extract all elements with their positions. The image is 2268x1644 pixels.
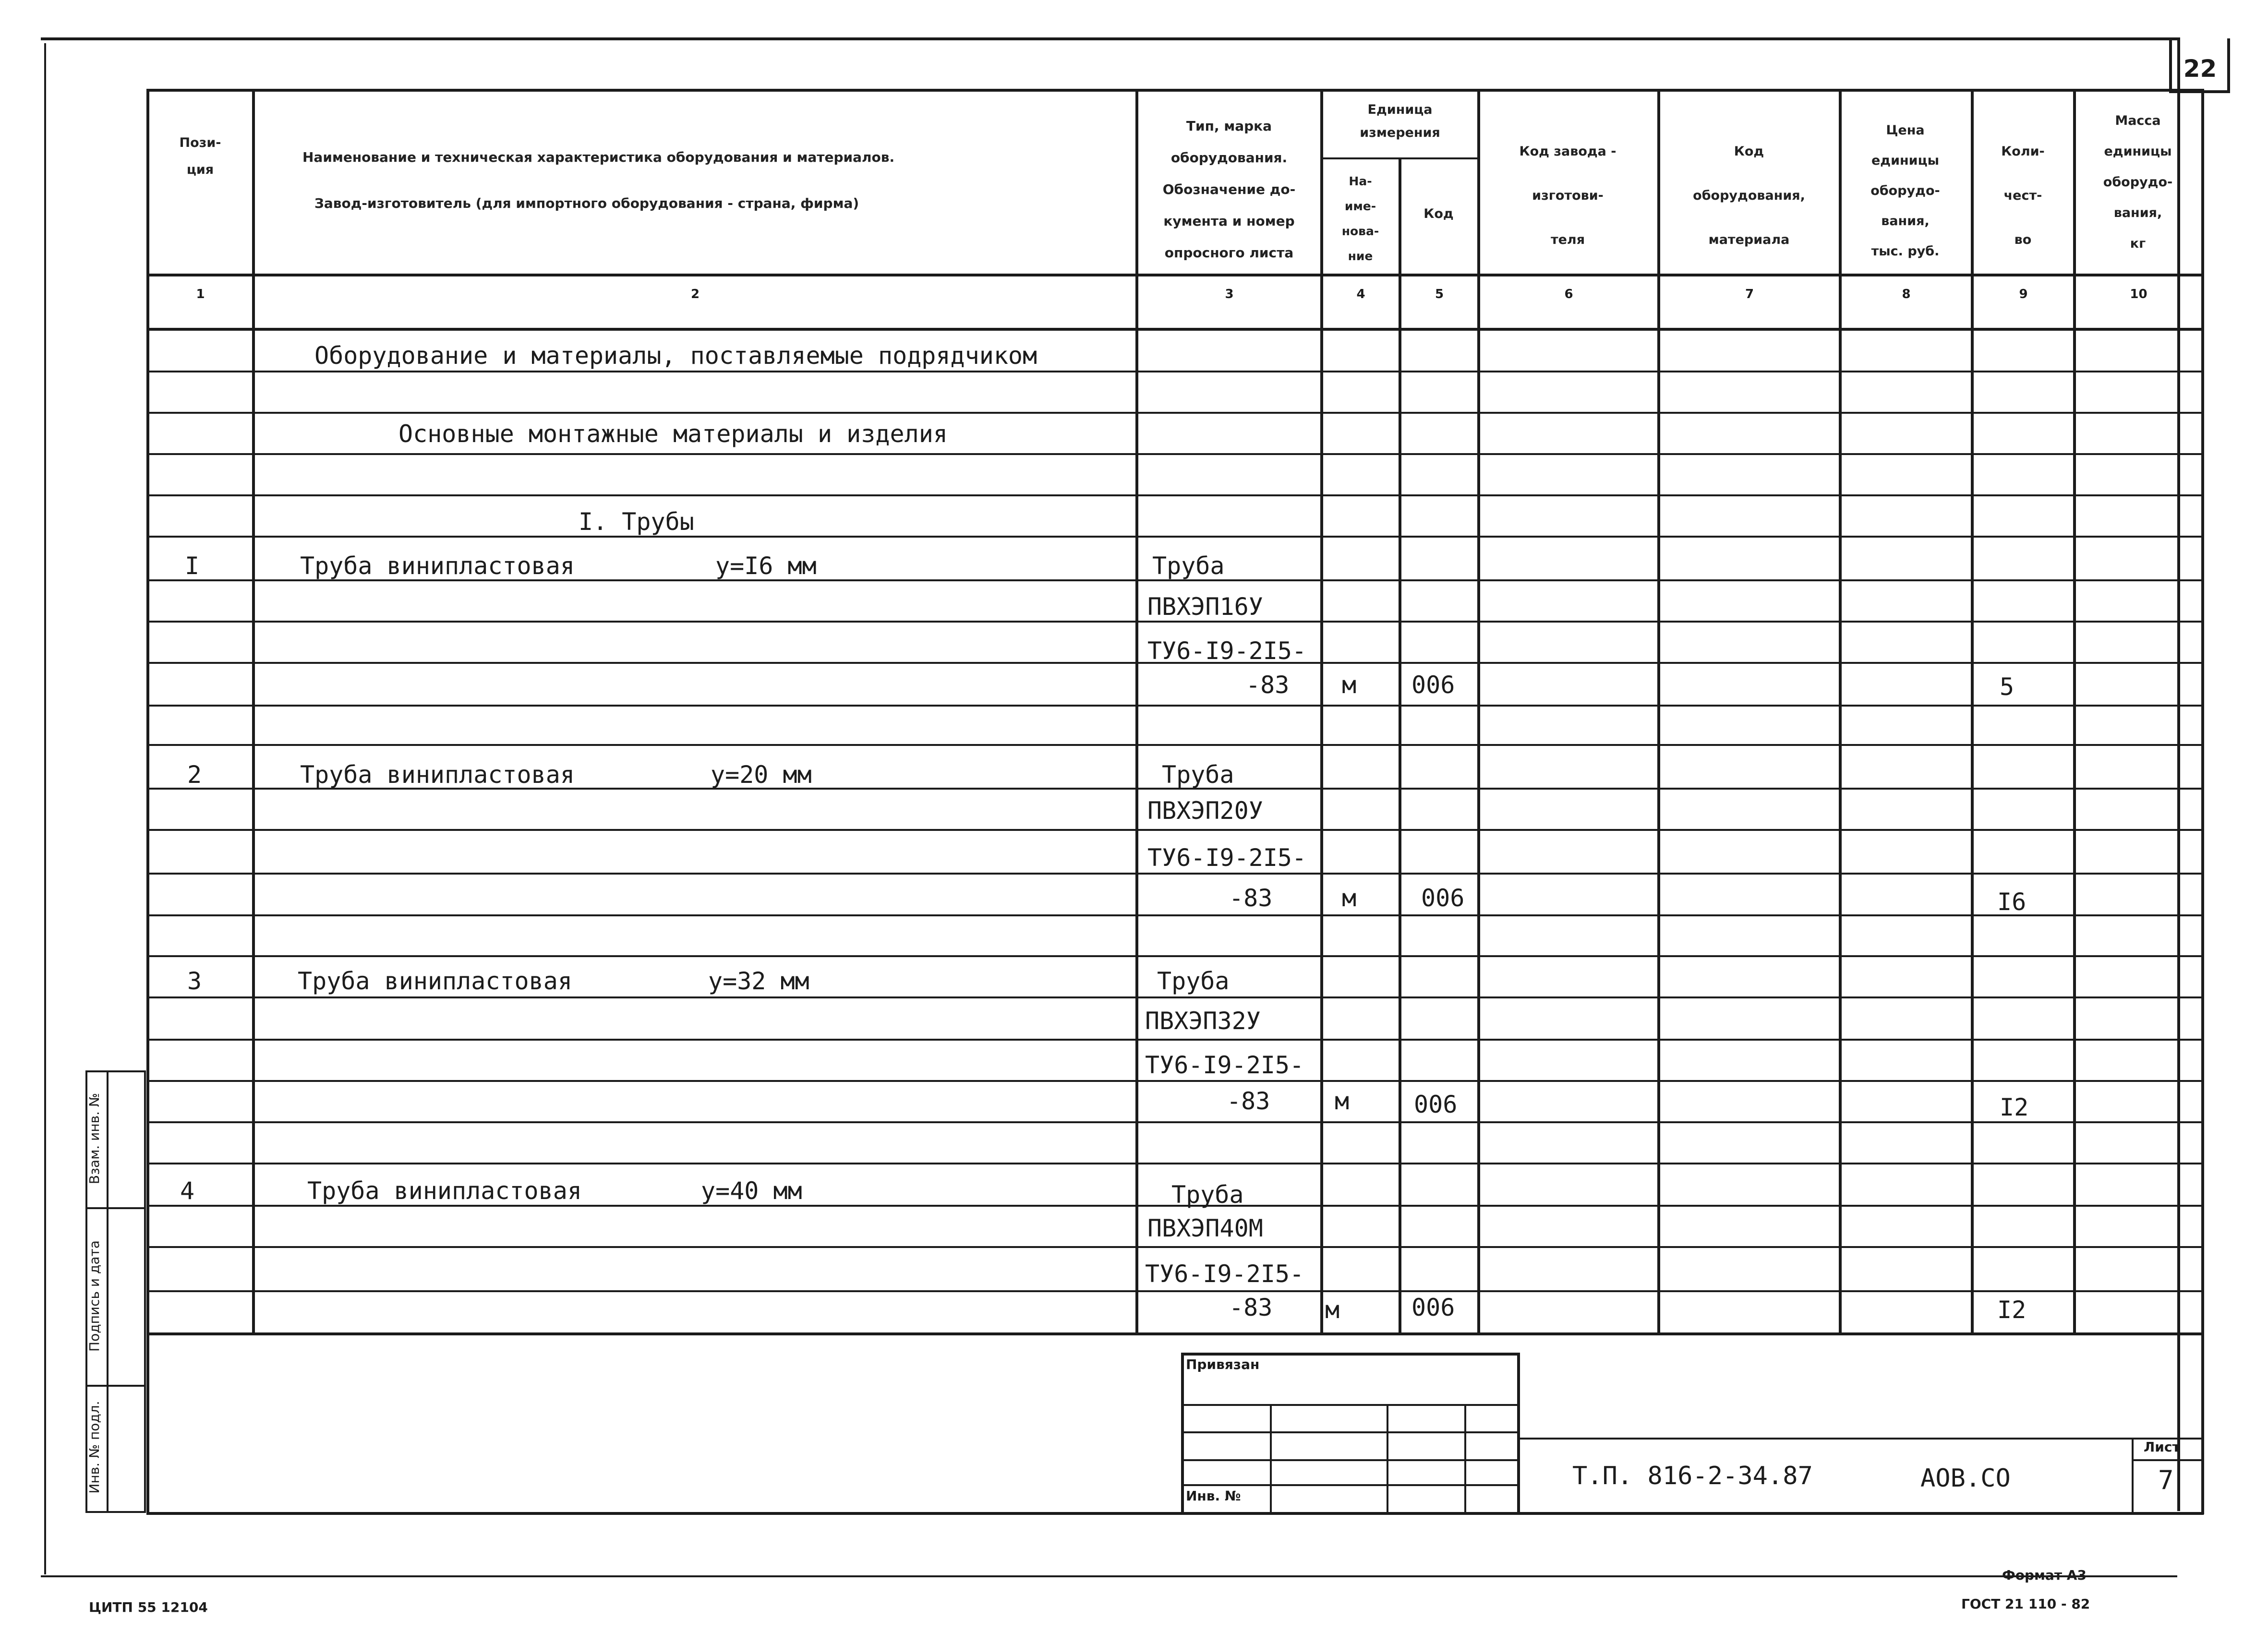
col-line-4 xyxy=(1399,158,1401,1334)
item-1-size: у=I6 мм xyxy=(715,552,817,580)
left-border xyxy=(44,43,46,1574)
frame-left xyxy=(146,89,149,1514)
col-line-8 xyxy=(1971,89,1974,1334)
header-col9: Коли- чест- во xyxy=(2001,144,2045,247)
header-col3: Тип, марка оборудования. Обозначение до- кумента и номер опросного листа xyxy=(1162,118,1296,261)
colno-bottom xyxy=(149,328,2204,331)
row-line xyxy=(149,1080,2201,1082)
row-line xyxy=(149,494,2201,496)
header-col6: Код завода - изготови- теля xyxy=(1519,144,1617,247)
header-col8: Цена единицы оборудо- вания, тыс. руб. xyxy=(1870,123,1940,259)
row-line xyxy=(149,1121,2201,1123)
page-number: 22 xyxy=(2183,55,2217,83)
frame-right xyxy=(2201,89,2204,1514)
bind-label: Привязан xyxy=(1186,1356,1260,1372)
document-mark: АОВ.СО xyxy=(1920,1464,2011,1493)
row-line xyxy=(149,621,2201,623)
col-line-9 xyxy=(2073,89,2076,1334)
header-col1: Пози- ция xyxy=(179,135,221,177)
format-label: Формат А3 xyxy=(2002,1567,2087,1583)
item-2-name: Труба винипластовая xyxy=(300,761,575,789)
item-3-qty: I2 xyxy=(2000,1093,2029,1121)
row-line xyxy=(149,1039,2201,1041)
section-heading-supplied: Оборудование и материалы, поставляемые подрядчиком xyxy=(314,342,1037,370)
bind-box-row xyxy=(1181,1459,1520,1461)
colno-6: 6 xyxy=(1564,287,1573,301)
row-line xyxy=(149,453,2201,455)
item-1-type-line1: Труба xyxy=(1152,552,1225,580)
colno-8: 8 xyxy=(1902,287,1911,301)
row-line xyxy=(149,1246,2201,1248)
row-line xyxy=(149,412,2201,414)
sheet-number: 7 xyxy=(2158,1465,2174,1495)
side-inv-orig: Инв. № подл. xyxy=(86,1401,102,1494)
item-2-type-line4: -83 xyxy=(1229,884,1273,912)
colno-3: 3 xyxy=(1225,287,1234,301)
bottom-border xyxy=(41,1575,2177,1577)
header-col10: Масса единицы оборудо- вания, кг xyxy=(2103,113,2173,251)
item-3-type-line4: -83 xyxy=(1227,1087,1270,1115)
item-1-name: Труба винипластовая xyxy=(300,552,575,580)
item-2-type-line3: ТУ6-I9-2I5- xyxy=(1147,844,1307,872)
item-2-code: 006 xyxy=(1421,884,1465,912)
row-line xyxy=(149,705,2201,707)
title-row-line xyxy=(1517,1438,2204,1440)
item-2-type-line2: ПВХЭП20У xyxy=(1147,797,1263,825)
page-box-right xyxy=(2227,38,2230,92)
header-col2: Наименование и техническая характеристика оборудования и материалов. Завод-изготовитель (для импортного оборудования - страна, фирма) xyxy=(302,149,895,211)
page-box-left xyxy=(2169,38,2172,92)
col-line-6 xyxy=(1657,89,1660,1334)
item-3-type-line2: ПВХЭП32У xyxy=(1145,1007,1261,1035)
side-stamp-inner xyxy=(107,1070,109,1512)
row-line xyxy=(149,914,2201,916)
item-4-code: 006 xyxy=(1411,1294,1455,1321)
item-3-size: у=32 мм xyxy=(708,967,809,995)
item-1-unit: м xyxy=(1342,671,1357,699)
header-bottom xyxy=(149,274,2204,276)
colno-1: 1 xyxy=(196,287,205,301)
sheet-box-left xyxy=(2132,1438,2134,1512)
item-2-qty: I6 xyxy=(1997,888,2027,916)
project-code: Т.П. 816-2-34.87 xyxy=(1572,1462,1813,1490)
bind-box-col xyxy=(1270,1404,1272,1512)
item-1-type-line2: ПВХЭП16У xyxy=(1147,593,1263,621)
item-4-type-line2: ПВХЭП40М xyxy=(1147,1214,1263,1242)
item-3-type-line3: ТУ6-I9-2I5- xyxy=(1145,1051,1304,1079)
item-2-type-line1: Труба xyxy=(1162,761,1234,789)
bind-box-col xyxy=(1464,1404,1466,1512)
bind-box-top xyxy=(1181,1353,1520,1356)
col-line-7 xyxy=(1839,89,1842,1334)
item-3-position: 3 xyxy=(187,967,202,995)
row-line xyxy=(149,955,2201,957)
row-line xyxy=(149,536,2201,538)
item-4-position: 4 xyxy=(180,1177,195,1205)
item-3-type-line1: Труба xyxy=(1157,967,1230,995)
row-line xyxy=(149,744,2201,746)
item-1-code: 006 xyxy=(1411,671,1455,699)
item-4-type-line4: -83 xyxy=(1229,1294,1273,1321)
header-col7: Код оборудования, материала xyxy=(1693,144,1805,247)
bind-box-row xyxy=(1181,1404,1520,1406)
item-4-qty: I2 xyxy=(1997,1296,2027,1324)
table-top xyxy=(149,89,2204,92)
item-3-code: 006 xyxy=(1414,1091,1458,1118)
item-4-type-line1: Труба xyxy=(1171,1181,1244,1209)
section-heading-pipes: I. Трубы xyxy=(579,508,694,536)
row-line xyxy=(149,371,2201,372)
item-1-position: I xyxy=(185,552,200,580)
col-line-3 xyxy=(1320,89,1323,1334)
item-3-name: Труба винипластовая xyxy=(298,967,572,995)
item-3-unit: м xyxy=(1335,1087,1350,1115)
top-border xyxy=(41,37,2177,40)
bind-box-col xyxy=(1387,1404,1388,1512)
bind-box-row xyxy=(1181,1484,1520,1486)
item-2-size: у=20 мм xyxy=(711,761,812,789)
item-4-unit: м xyxy=(1325,1296,1340,1324)
header-col5: Код xyxy=(1424,206,1454,221)
colno-7: 7 xyxy=(1745,287,1754,301)
bind-box-row xyxy=(1181,1431,1520,1433)
row-line xyxy=(149,996,2201,998)
colno-4: 4 xyxy=(1356,287,1365,301)
item-1-type-line3: ТУ6-I9-2I5- xyxy=(1147,637,1307,665)
header-units: Единица измерения xyxy=(1360,102,1440,140)
colno-9: 9 xyxy=(2019,287,2028,301)
item-2-unit: м xyxy=(1342,884,1357,912)
item-1-qty: 5 xyxy=(2000,673,2015,701)
row-line xyxy=(149,873,2201,875)
footer-code: ЦИТП 55 12104 xyxy=(89,1599,208,1615)
sheet-box-div xyxy=(2132,1459,2204,1461)
col-line-2 xyxy=(1135,89,1138,1334)
item-2-position: 2 xyxy=(187,761,202,789)
colno-2: 2 xyxy=(690,287,700,301)
colno-10: 10 xyxy=(2130,287,2147,301)
side-sign-date: Подпись и дата xyxy=(86,1240,102,1352)
header-col4: На- име- нова- ние xyxy=(1341,174,1379,263)
frame-bottom xyxy=(146,1512,2204,1515)
item-4-type-line3: ТУ6-I9-2I5- xyxy=(1145,1260,1304,1288)
section-heading-materials: Основные монтажные материалы и изделия xyxy=(398,420,948,448)
row-line xyxy=(149,1163,2201,1164)
item-4-size: у=40 мм xyxy=(701,1177,802,1205)
inv-no-label: Инв. № xyxy=(1186,1488,1241,1504)
side-stamp-right xyxy=(144,1070,146,1512)
gost-label: ГОСТ 21 110 - 82 xyxy=(1961,1596,2090,1612)
row-line xyxy=(149,1290,2201,1292)
row-line xyxy=(149,829,2201,831)
col-line-1 xyxy=(252,89,255,1334)
sheet-label: Лист xyxy=(2144,1439,2180,1455)
side-replace-inv: Взам. инв. № xyxy=(86,1092,102,1185)
item-1-type-line4: -83 xyxy=(1246,671,1290,699)
colno-5: 5 xyxy=(1435,287,1444,301)
col-line-5 xyxy=(1477,89,1480,1334)
units-subheader-line xyxy=(1320,157,1479,159)
table-bottom xyxy=(146,1332,2204,1335)
item-4-name: Труба винипластовая xyxy=(307,1177,582,1205)
